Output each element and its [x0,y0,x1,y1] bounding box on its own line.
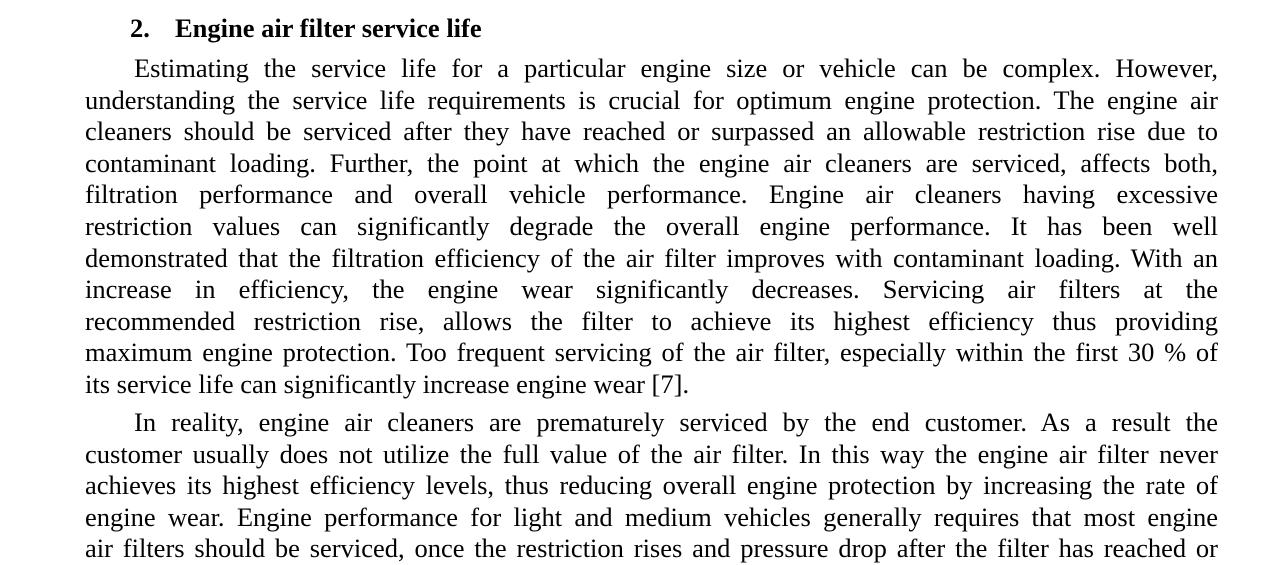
paragraph-line: recommended restriction rise, allows the filter to achieve its highest efficiency thus providing [85,305,1218,336]
paragraph-line: demonstrated that the filtration efficiency of the air filter improves with contaminant loading. With an [85,242,1218,273]
paragraph-line: increase in efficiency, the engine wear significantly decreases. Servicing air filters at the [85,274,1218,305]
section-heading [130,12,482,44]
section-title: Engine air filter service life [175,13,482,43]
paragraph-line: engine wear. Engine performance for light and medium vehicles generally requires that most engine [85,501,1218,532]
paragraph-line: air filters should be serviced, once the restriction rises and pressure drop after the filter has reached or [85,533,1218,564]
paragraph-line: contaminant loading. Further, the point at which the engine air cleaners are serviced, affects both, [85,147,1218,178]
section-number: 2. [130,13,150,43]
paragraph-2 [85,407,1218,565]
paragraph-line: filtration performance and overall vehicle performance. Engine air cleaners having excessive [85,179,1218,210]
paragraph-line: achieves its highest efficiency levels, thus reducing overall engine protection by increasing the rate of [85,470,1218,501]
paragraph-line: its service life can significantly increase engine wear [7]. [85,368,690,399]
paragraph-line: maximum engine protection. Too frequent servicing of the air filter, especially within the first 30 % of [85,337,1218,368]
paragraph-line: understanding the service life requirements is crucial for optimum engine protection. The engine air [85,84,1218,115]
paragraph-line: Estimating the service life for a particular engine size or vehicle can be complex. However, [134,53,1218,83]
paragraph-line: In reality, engine air cleaners are prematurely serviced by the end customer. As a result the [134,407,1218,437]
paragraph-1 [85,53,1218,401]
paragraph-line: customer usually does not utilize the full value of the air filter. In this way the engine air filter never [85,438,1218,469]
paragraph-line: cleaners should be serviced after they have reached or surpassed an allowable restriction rise due to [85,116,1218,147]
paragraph-line: restriction values can significantly degrade the overall engine performance. It has been well [85,210,1218,241]
